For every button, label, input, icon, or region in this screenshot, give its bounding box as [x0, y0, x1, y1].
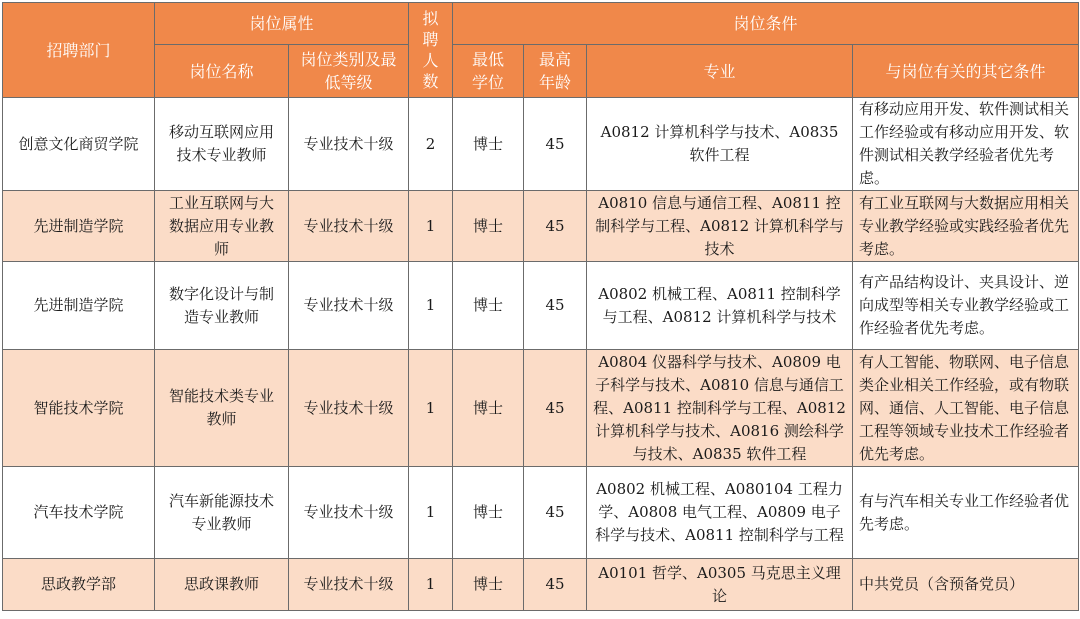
cell-post-name: 移动互联网应用技术专业教师 [155, 98, 289, 191]
cell-age: 45 [524, 350, 587, 467]
cell-count: 1 [409, 262, 453, 350]
cell-post-type: 专业技术十级 [289, 191, 409, 262]
header-row-2 [3, 45, 1079, 98]
cell-age: 45 [524, 191, 587, 262]
cell-dept: 先进制造学院 [3, 191, 155, 262]
cell-post-name: 智能技术类专业教师 [155, 350, 289, 467]
table-row [3, 350, 1079, 467]
header-max-age: 最高年龄 [524, 45, 587, 98]
cell-degree: 博士 [453, 559, 524, 611]
cell-dept: 创意文化商贸学院 [3, 98, 155, 191]
cell-count: 1 [409, 467, 453, 559]
cell-major: A0802 机械工程、A0811 控制科学与工程、A0812 计算机科学与技术 [587, 262, 853, 350]
header-row-1 [3, 3, 1079, 45]
cell-post-type: 专业技术十级 [289, 559, 409, 611]
header-post-name: 岗位名称 [155, 45, 289, 98]
cell-major: A0101 哲学、A0305 马克思主义理论 [587, 559, 853, 611]
cell-other: 中共党员（含预备党员） [853, 559, 1079, 611]
cell-other: 有人工智能、物联网、电子信息类企业相关工作经验，或有物联网、通信、人工智能、电子信息工程等领域专业技术工作经验者优先考虑。 [853, 350, 1079, 467]
cell-post-type: 专业技术十级 [289, 98, 409, 191]
cell-age: 45 [524, 98, 587, 191]
cell-age: 45 [524, 467, 587, 559]
table-row [3, 191, 1079, 262]
table-row [3, 467, 1079, 559]
header-dept: 招聘部门 [3, 3, 155, 98]
cell-count: 2 [409, 98, 453, 191]
header-post-type: 岗位类别及最低等级 [289, 45, 409, 98]
table-row [3, 262, 1079, 350]
cell-post-type: 专业技术十级 [289, 467, 409, 559]
cell-post-name: 汽车新能源技术专业教师 [155, 467, 289, 559]
cell-major: A0802 机械工程、A080104 工程力学、A0808 电气工程、A0809 电子科学与技术、A0811 控制科学与工程 [587, 467, 853, 559]
cell-degree: 博士 [453, 191, 524, 262]
cell-other: 有移动应用开发、软件测试相关工作经验或有移动应用开发、软件测试相关教学经验者优先考虑。 [853, 98, 1079, 191]
cell-degree: 博士 [453, 467, 524, 559]
cell-post-type: 专业技术十级 [289, 350, 409, 467]
table-row [3, 98, 1079, 191]
cell-post-name: 数字化设计与制造专业教师 [155, 262, 289, 350]
cell-dept: 先进制造学院 [3, 262, 155, 350]
cell-major: A0804 仪器科学与技术、A0809 电子科学与技术、A0810 信息与通信工程、A0811 控制科学与工程、A0812 计算机科学与技术、A0816 测绘科学与技术、A0835 软件工程 [587, 350, 853, 467]
header-major: 专业 [587, 45, 853, 98]
header-other-conditions: 与岗位有关的其它条件 [853, 45, 1079, 98]
cell-post-type: 专业技术十级 [289, 262, 409, 350]
cell-count: 1 [409, 191, 453, 262]
cell-post-name: 思政课教师 [155, 559, 289, 611]
header-count: 拟聘人数 [409, 3, 453, 98]
cell-count: 1 [409, 350, 453, 467]
header-post-conditions: 岗位条件 [453, 3, 1079, 45]
cell-degree: 博士 [453, 262, 524, 350]
header-post-attributes: 岗位属性 [155, 3, 409, 45]
cell-age: 45 [524, 262, 587, 350]
cell-post-name: 工业互联网与大数据应用专业教师 [155, 191, 289, 262]
cell-major: A0810 信息与通信工程、A0811 控制科学与工程、A0812 计算机科学与技术 [587, 191, 853, 262]
cell-other: 有与汽车相关专业工作经验者优先考虑。 [853, 467, 1079, 559]
table-row [3, 559, 1079, 611]
cell-dept: 汽车技术学院 [3, 467, 155, 559]
cell-dept: 思政教学部 [3, 559, 155, 611]
cell-dept: 智能技术学院 [3, 350, 155, 467]
cell-other: 有产品结构设计、夹具设计、逆向成型等相关专业教学经验或工作经验者优先考虑。 [853, 262, 1079, 350]
cell-age: 45 [524, 559, 587, 611]
header-min-degree: 最低学位 [453, 45, 524, 98]
cell-major: A0812 计算机科学与技术、A0835 软件工程 [587, 98, 853, 191]
cell-count: 1 [409, 559, 453, 611]
cell-other: 有工业互联网与大数据应用相关专业教学经验或实践经验者优先考虑。 [853, 191, 1079, 262]
cell-degree: 博士 [453, 350, 524, 467]
recruitment-table [2, 2, 1079, 611]
cell-degree: 博士 [453, 98, 524, 191]
